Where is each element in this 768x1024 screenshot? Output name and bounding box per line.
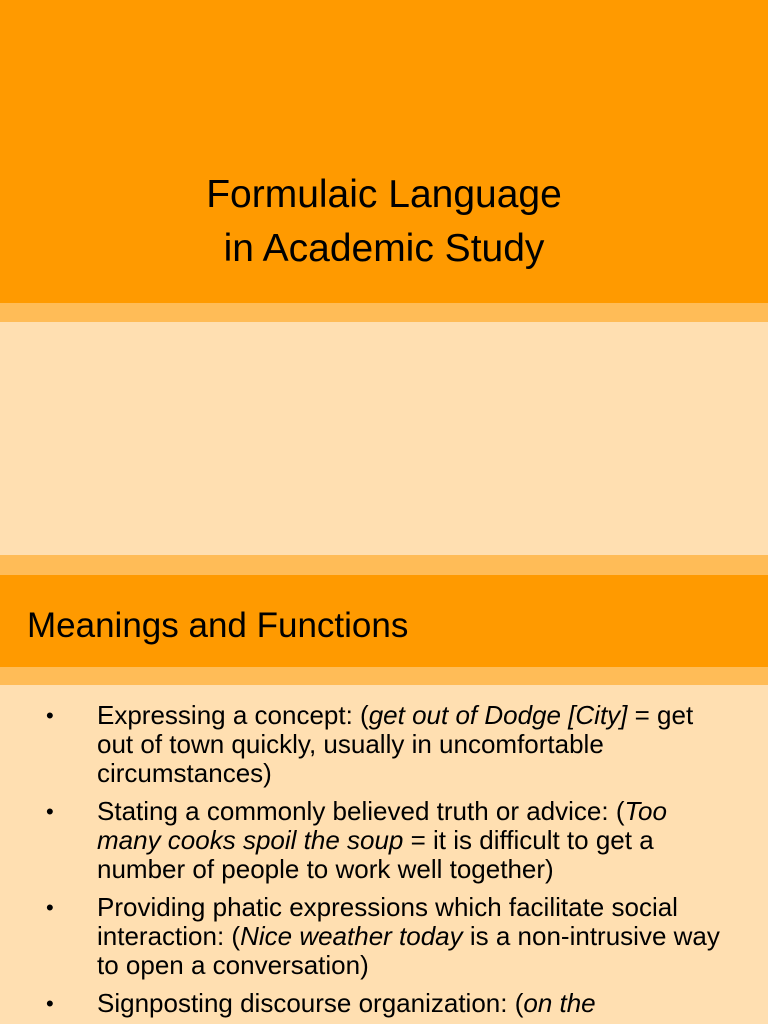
bullet-example: get out of Dodge [City] (368, 700, 628, 730)
bullet-item (0, 989, 768, 1018)
slide-title (0, 168, 768, 276)
bullet-example: Nice weather today (240, 921, 463, 951)
bullet-dot-icon: • (46, 799, 54, 824)
title-slide-accent-band (0, 303, 768, 322)
content-slide-accent-band (0, 667, 768, 685)
bullet-item (0, 893, 768, 980)
title-line-1: Formulaic Language (206, 173, 562, 216)
bullet-dot-icon: • (46, 895, 54, 920)
bullet-text: = get out of town quickly, usually in uncomfortable circumstances) (97, 700, 694, 788)
bullet-text: Providing phatic expressions which facilitate social interaction: ( (97, 892, 678, 951)
title-line-2: in Academic Study (223, 227, 545, 270)
bullet-text: Expressing a concept: ( (97, 700, 369, 730)
bullet-text: = it is difficult to get a number of people to work well together) (97, 825, 654, 884)
bullet-list (0, 701, 768, 1024)
bullet-text: Stating a commonly believed truth or advice: ( (97, 796, 625, 826)
bullet-text: is a non-intrusive way to open a conversation) (97, 921, 720, 980)
slide-divider (0, 555, 768, 575)
bullet-item (0, 797, 768, 884)
content-slide (0, 575, 768, 1024)
bullet-item (0, 701, 768, 788)
bullet-example: Too many cooks spoil the soup (97, 796, 667, 855)
bullet-dot-icon: • (46, 991, 54, 1016)
content-slide-title: Meanings and Functions (27, 606, 409, 645)
bullet-text: Signposting discourse organization: ( (97, 988, 524, 1018)
bullet-example: on the (523, 988, 596, 1018)
bullet-dot-icon: • (46, 703, 54, 728)
